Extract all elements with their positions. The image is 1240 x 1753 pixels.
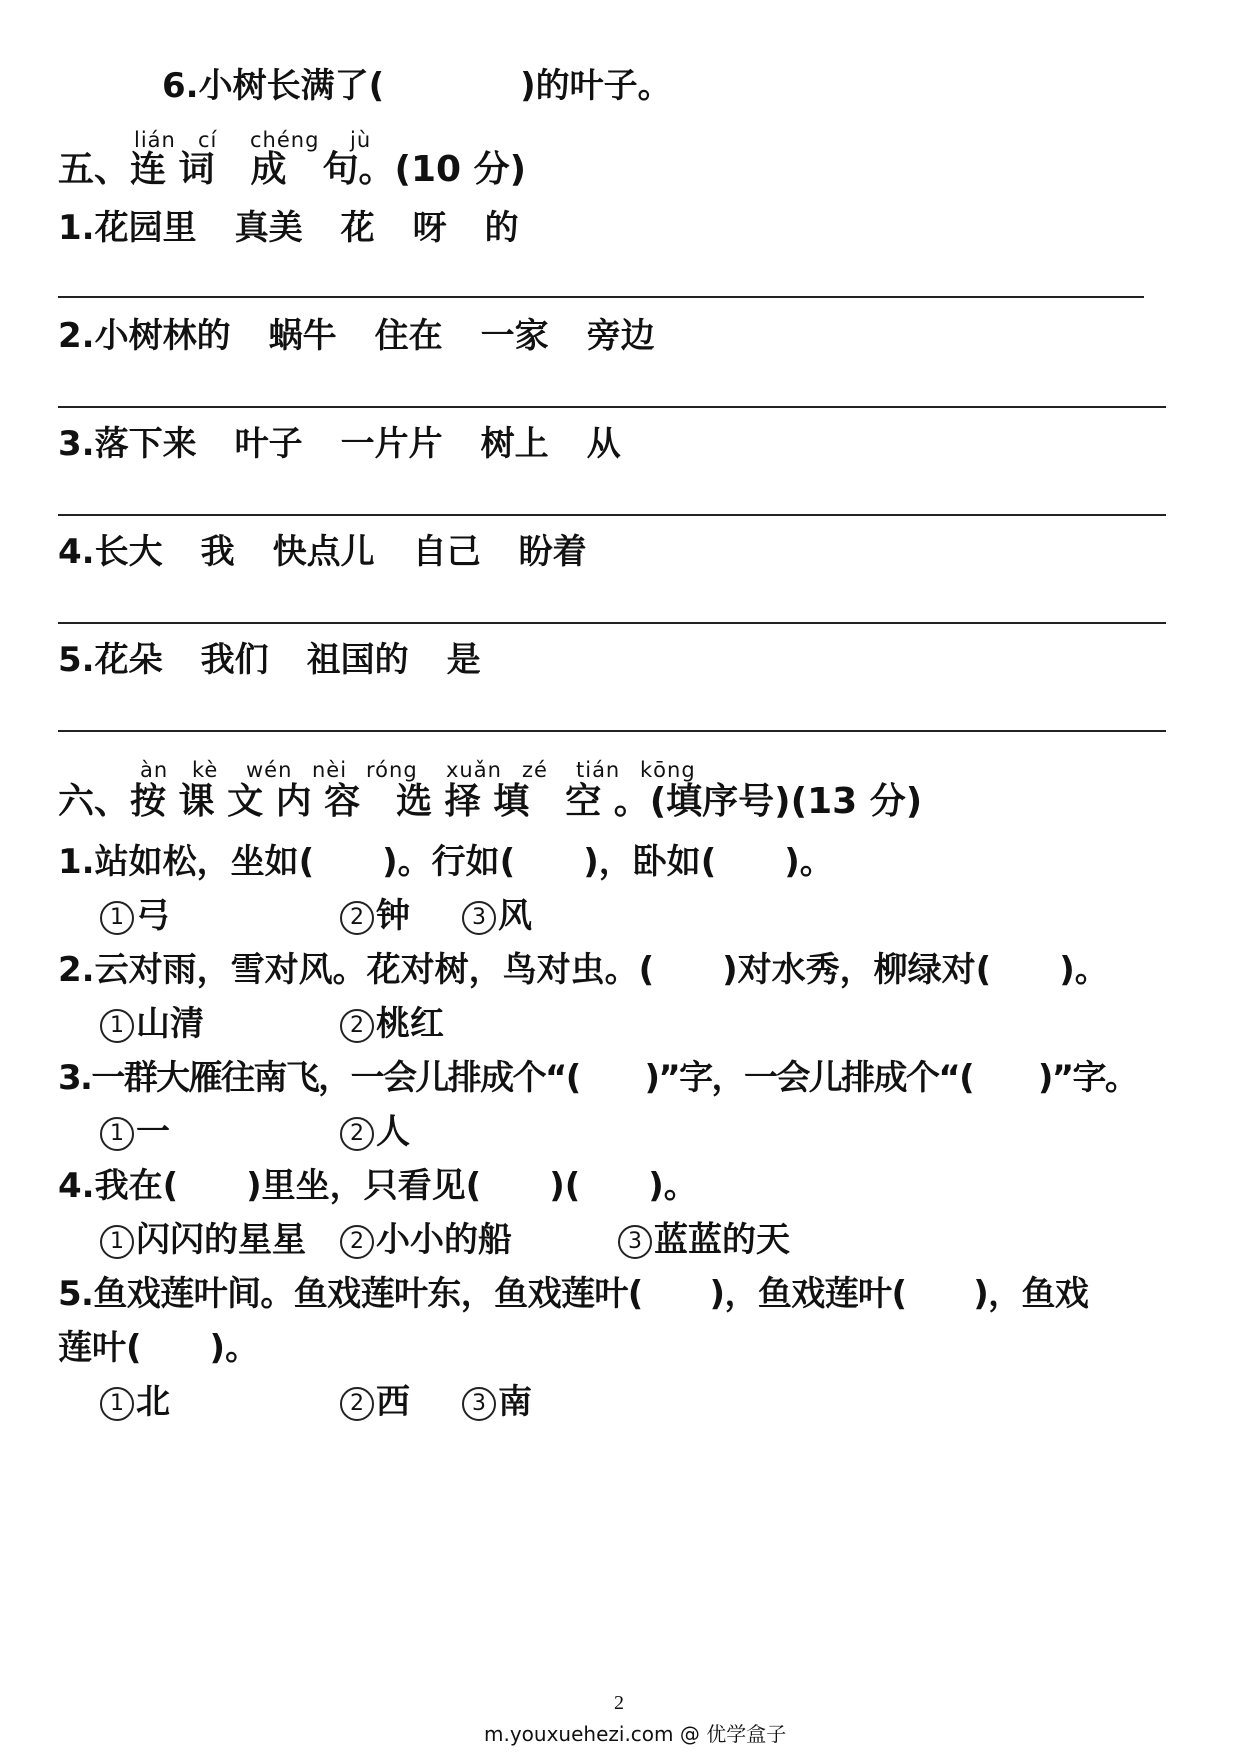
pinyin: lián: [134, 128, 176, 152]
choice-options-2: [100, 1004, 444, 1044]
word: 快点儿: [272, 532, 375, 572]
sentence-item-3: [58, 424, 621, 464]
choice-options-4: [100, 1220, 790, 1260]
item-number: 1.: [58, 208, 95, 248]
word: 是: [446, 640, 481, 680]
circled-number: 1: [100, 1117, 134, 1151]
word: 花: [340, 208, 375, 248]
sentence-item-4: [58, 532, 587, 572]
answer-line[interactable]: [58, 406, 1166, 408]
circled-number: 3: [462, 1387, 496, 1421]
word: 旁边: [586, 316, 655, 356]
answer-line[interactable]: [58, 730, 1166, 732]
pinyin: tián: [576, 758, 621, 782]
word: 盼着: [518, 532, 587, 572]
word: 我: [200, 532, 235, 572]
circled-number: 1: [100, 1009, 134, 1043]
option: 1 一: [100, 1112, 340, 1152]
word: 长大: [94, 532, 163, 572]
option: 3 蓝蓝的天: [618, 1220, 790, 1260]
word: 的: [484, 208, 519, 248]
circled-number: 3: [618, 1225, 652, 1259]
word: 一片片: [340, 424, 443, 464]
option: 3 风: [462, 896, 532, 936]
word: 小树林的: [94, 316, 231, 356]
sentence-item-5: [58, 640, 481, 680]
answer-line[interactable]: [58, 514, 1166, 516]
word: 花园里: [94, 208, 197, 248]
choice-question-5-cont: 莲叶( )。: [58, 1328, 260, 1368]
choice-question-1: 1.站如松，坐如( )。行如( )，卧如( )。: [58, 842, 834, 882]
pinyin: xuǎn: [446, 758, 502, 782]
word: 树上: [480, 424, 549, 464]
sentence-item-2: [58, 316, 655, 356]
choice-question-2: 2.云对雨，雪对风。花对树，鸟对虫。( )对水秀，柳绿对( )。: [58, 950, 1109, 990]
option: 3 南: [462, 1382, 532, 1422]
footer-site[interactable]: m.youxuehezi.com @ 优学盒子: [484, 1722, 787, 1746]
circled-number: 1: [100, 1225, 134, 1259]
pinyin: zé: [522, 758, 548, 782]
pinyin: chéng: [250, 128, 320, 152]
word: 从: [586, 424, 621, 464]
answer-line[interactable]: [58, 296, 1144, 298]
item-number: 2.: [58, 316, 95, 356]
word: 叶子: [234, 424, 303, 464]
choice-question-5: 5.鱼戏莲叶间。鱼戏莲叶东，鱼戏莲叶( )，鱼戏莲叶( )，鱼戏: [58, 1274, 1089, 1314]
item-number: 4.: [58, 532, 95, 572]
answer-line[interactable]: [58, 622, 1166, 624]
pinyin: kè: [192, 758, 219, 782]
word: 我们: [200, 640, 269, 680]
item-number: 3.: [58, 424, 95, 464]
circled-number: 3: [462, 901, 496, 935]
option: 1 闪闪的星星: [100, 1220, 340, 1260]
option: 1 北: [100, 1382, 340, 1422]
pinyin: jù: [350, 128, 372, 152]
circled-number: 1: [100, 1387, 134, 1421]
word: 呀: [412, 208, 447, 248]
circled-number: 2: [340, 1225, 374, 1259]
choice-options-3: [100, 1112, 410, 1152]
word: 一家: [480, 316, 549, 356]
pinyin: cí: [198, 128, 218, 152]
choice-options-1: [100, 896, 532, 936]
pinyin: àn: [140, 758, 169, 782]
word: 真美: [234, 208, 303, 248]
circled-number: 2: [340, 901, 374, 935]
circled-number: 2: [340, 1009, 374, 1043]
option: 2 小小的船: [340, 1220, 618, 1260]
item-number: 5.: [58, 640, 95, 680]
page-number: 2: [614, 1692, 624, 1714]
choice-options-5: [100, 1382, 532, 1422]
option: 2 西: [340, 1382, 462, 1422]
circled-number: 2: [340, 1387, 374, 1421]
circled-number: 1: [100, 901, 134, 935]
pinyin: nèi: [312, 758, 348, 782]
option: 2 桃红: [340, 1004, 444, 1044]
choice-question-3: 3.一群大雁往南飞，一会儿排成个“( )”字，一会儿排成个“( )”字。: [58, 1058, 1138, 1098]
section6-title: 六、按 课 文 内 容 选 择 填 空 。(填序号)(13 分): [58, 781, 923, 822]
fill-item-6: 6.小树长满了( )的叶子。: [162, 66, 672, 106]
circled-number: 2: [340, 1117, 374, 1151]
choice-question-4: 4.我在( )里坐，只看见( )( )。: [58, 1166, 698, 1206]
option: 2 钟: [340, 896, 462, 936]
word: 花朵: [94, 640, 163, 680]
option: 1 山清: [100, 1004, 340, 1044]
pinyin: wén: [246, 758, 293, 782]
section5-title: 五、连 词 成 句。(10 分): [58, 149, 527, 190]
pinyin: kōng: [640, 758, 696, 782]
option: 2 人: [340, 1112, 410, 1152]
word: 落下来: [94, 424, 197, 464]
word: 祖国的: [306, 640, 409, 680]
word: 住在: [374, 316, 443, 356]
pinyin: róng: [366, 758, 418, 782]
word: 蜗牛: [268, 316, 337, 356]
word: 自己: [412, 532, 481, 572]
sentence-item-1: [58, 208, 519, 248]
option: 1 弓: [100, 896, 340, 936]
